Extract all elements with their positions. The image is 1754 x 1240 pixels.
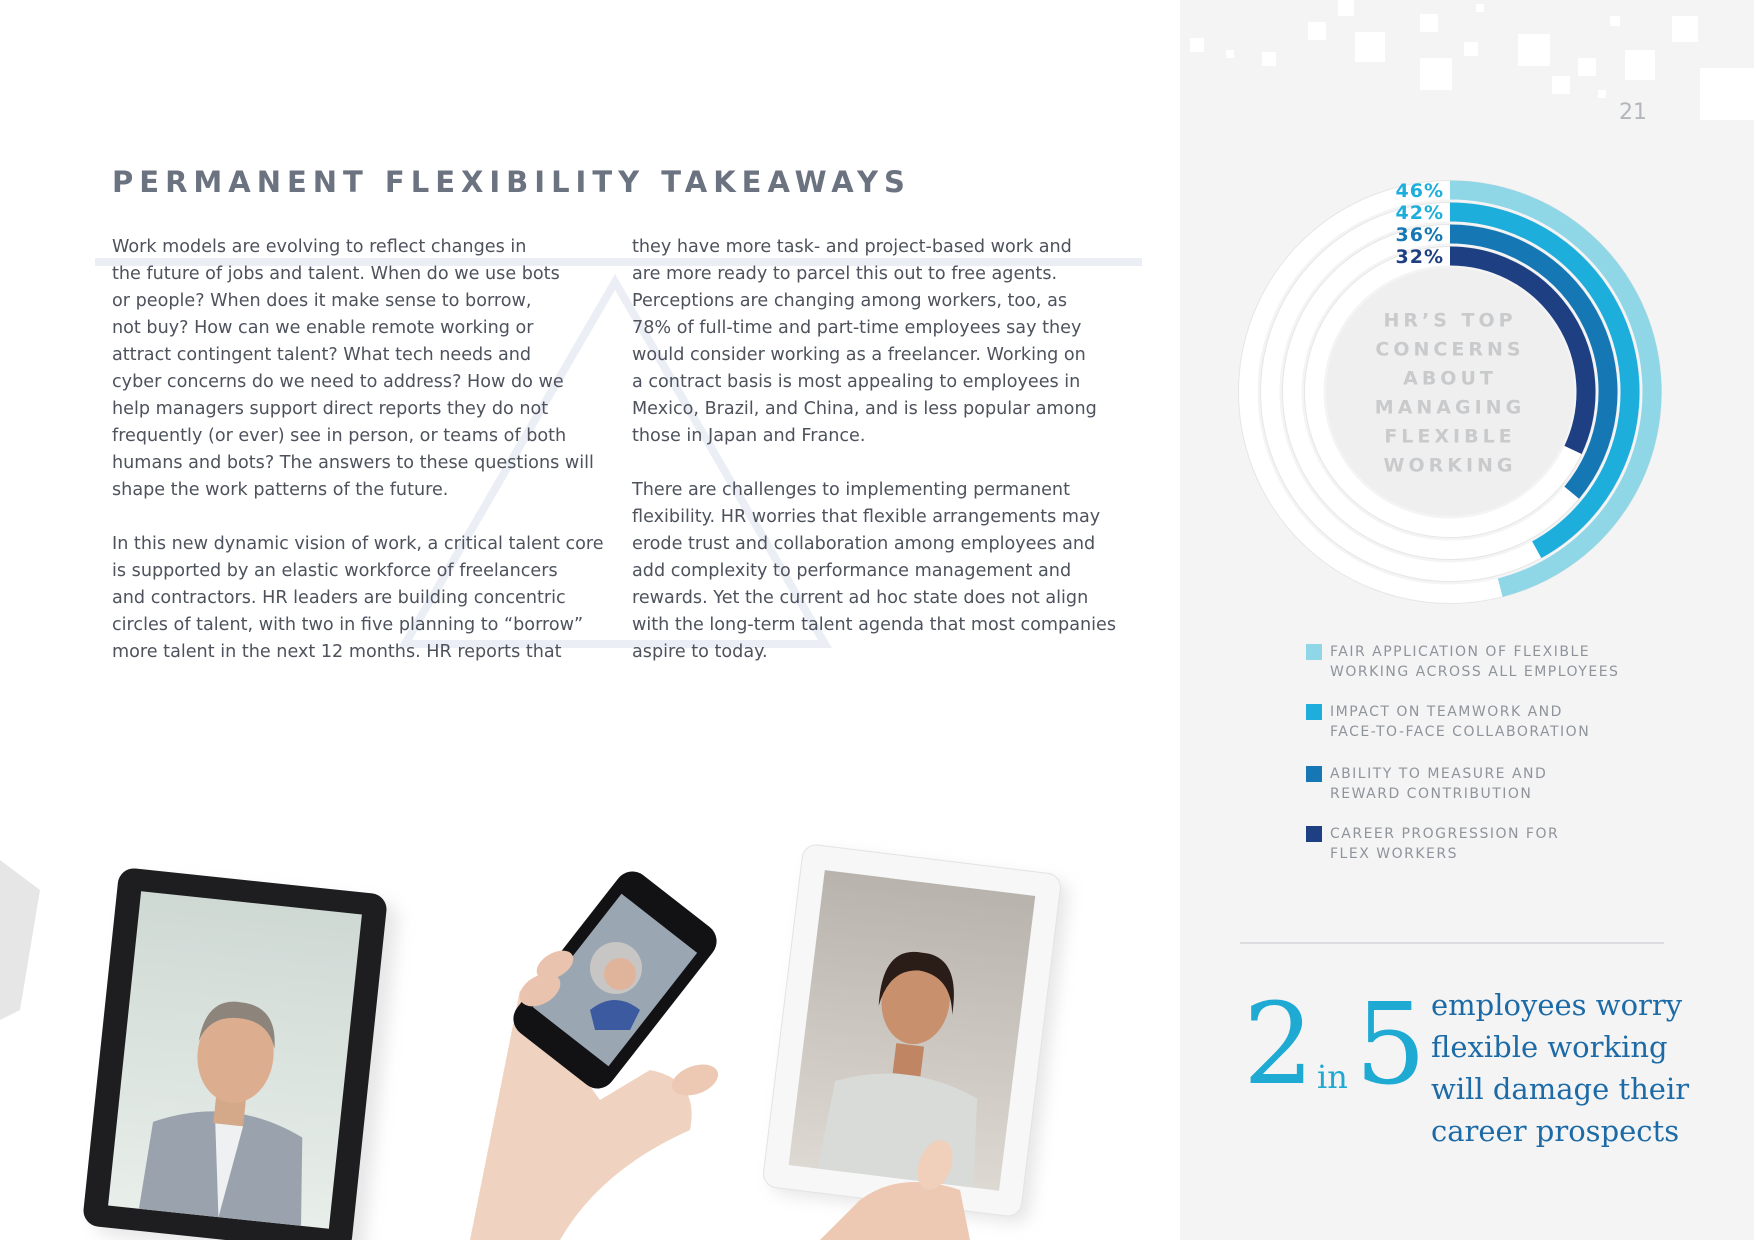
decorative-square [1518,34,1550,66]
decorative-square [1598,90,1606,98]
legend-swatch [1306,766,1322,782]
decorative-square [1700,68,1754,120]
stat-numerator: 2 [1243,980,1315,1110]
partial-device [0,860,40,1020]
chart-title-line: MANAGING [1374,396,1526,419]
decorative-square [1190,38,1204,52]
decorative-square [1672,16,1698,42]
decorative-square [1308,22,1326,40]
tablet-woman-photo [762,843,1070,1240]
decorative-square [1226,50,1234,58]
chart-title-line: FLEXIBLE [1384,425,1516,448]
chart-value-label: 36% [1395,224,1444,246]
decorative-square [1610,16,1620,26]
chart-value-label: 32% [1395,246,1444,268]
decorative-square [1464,42,1478,56]
decorative-square [1552,76,1570,94]
legend-swatch [1306,826,1322,842]
stat-denominator: 5 [1355,980,1427,1110]
legend-swatch [1306,704,1322,720]
legend-label: IMPACT ON TEAMWORK AND FACE-TO-FACE COLLABORATION [1330,704,1591,740]
text-column-1 [112,234,612,693]
legend-label: FAIR APPLICATION OF FLEXIBLE WORKING ACROSS ALL EMPLOYEES [1330,644,1620,680]
decorative-square [1420,58,1452,90]
decorative-square [1578,58,1596,76]
decorative-square [1355,32,1385,62]
decorative-square [1420,14,1438,32]
chart-title-line: HR’S TOP [1383,309,1517,332]
tablet-man-photo [82,867,400,1240]
chart-center-disc [1326,268,1574,516]
stat-connector: in [1317,1058,1348,1096]
paragraph: Work models are evolving to reflect changes in the future of jobs and talent. When do we use bots or people? When does it make sense to borrow, not buy? How can we enable remote working or attract contingent talent? What tech needs and cyber concerns do we need to address? How do we help managers support direct reports they do not frequently (or ever) see in person, or teams of both humans and bots? The answers to these questions will shape the work patterns of the future. [112,237,594,500]
text-column-2 [632,234,1132,693]
paragraph: There are challenges to implementing permanent flexibility. HR worries that flexible arrangements may erode trust and collaboration among employees and add complexity to performance management and rewards. Yet the current ad hoc state does not align with the long-term talent agenda that most companies aspire to today. [632,480,1117,662]
paragraph: they have more task- and project-based work and are more ready to parcel this out to free agents. Perceptions are changing among workers, too, as 78% of full-time and part-time employees say they would consider working as a freelancer. Working on a contract basis is most appealing to employees in Mexico, Brazil, and China, and is less popular among those in Japan and France. [632,237,1097,446]
chart-title-line: WORKING [1383,454,1517,477]
decorative-square [1338,0,1354,16]
devices-illustration [0,840,1180,1240]
legend-label: ABILITY TO MEASURE AND REWARD CONTRIBUTION [1330,766,1548,802]
divider [1240,942,1664,944]
chart-title-line: CONCERNS [1375,338,1525,361]
radial-bar-chart [1230,172,1670,612]
legend-swatch [1306,644,1322,660]
legend-label: CAREER PROGRESSION FOR FLEX WORKERS [1330,826,1560,862]
page-number: 21 [1619,100,1647,125]
chart-title-line: ABOUT [1403,367,1497,390]
chart-value-label: 46% [1395,180,1444,202]
phone-woman-photo [470,864,724,1240]
decorative-square [1476,4,1484,12]
page-title: PERMANENT FLEXIBILITY TAKEAWAYS [112,165,911,199]
paragraph: In this new dynamic vision of work, a critical talent core is supported by an elastic workforce of freelancers and contractors. HR leaders are building concentric circles of talent, with two in five planning to “borrow” more talent in the next 12 months. HR reports that [112,534,604,662]
stat-text: employees worry flexible working will damage their career prospects [1431,988,1690,1148]
decorative-square [1625,50,1655,80]
chart-value-label: 42% [1395,202,1444,224]
decorative-square [1262,52,1276,66]
